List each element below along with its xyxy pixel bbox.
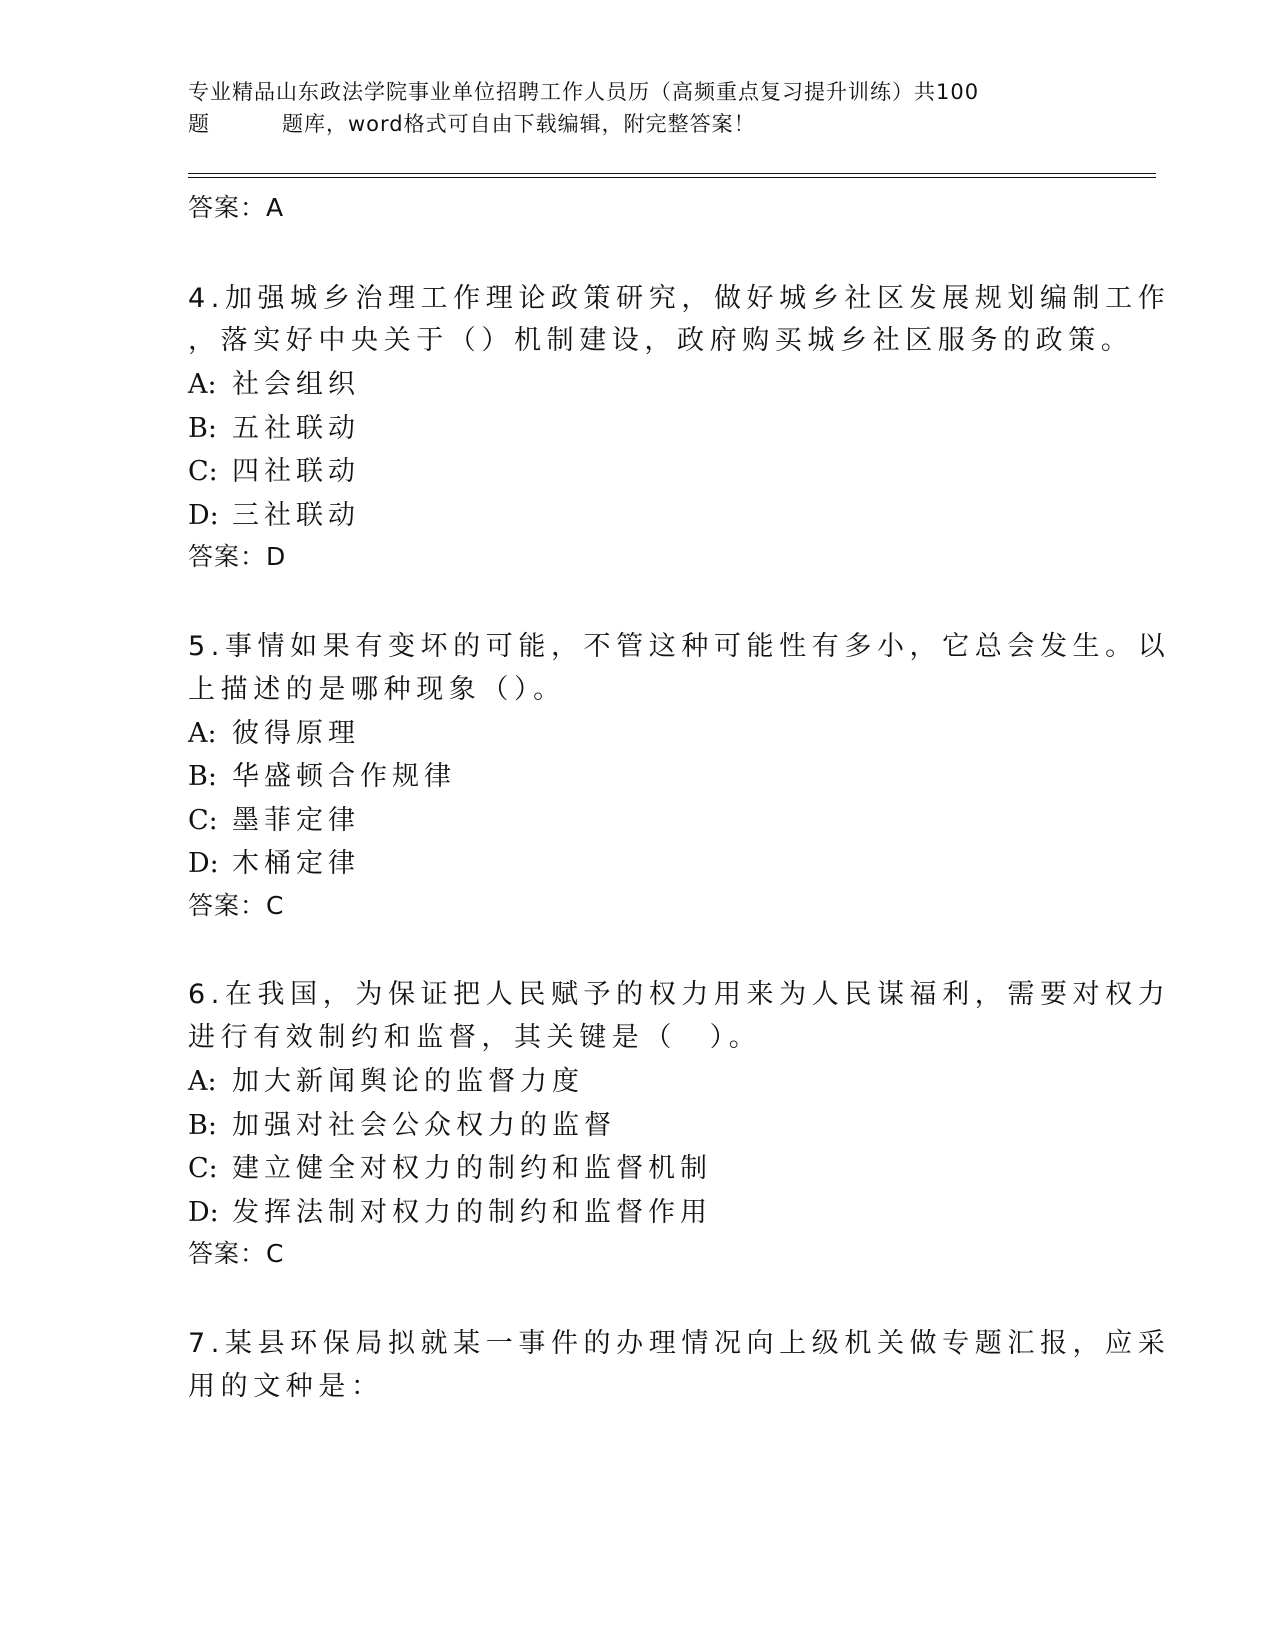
question-text: 4.加强城乡治理工作理论政策研究，做好城乡社区发展规划编制工作 xyxy=(188,283,1171,314)
question-text: 5.事情如果有变坏的可能，不管这种可能性有多小，它总会发生。以 xyxy=(188,631,1171,662)
header-rule-bottom xyxy=(188,177,1156,178)
document-header-subtitle: 题库，word格式可自由下载编辑，附完整答案！ xyxy=(282,112,756,136)
option-letter: D: xyxy=(188,1197,219,1228)
option-letter: C: xyxy=(188,1153,218,1184)
option-text: 五社联动 xyxy=(232,413,360,444)
question-text: 7.某县环保局拟就某一事件的办理情况向上级机关做专题汇报，应采 xyxy=(188,1328,1171,1359)
option-text: 三社联动 xyxy=(232,500,360,531)
option-letter: A: xyxy=(188,369,217,400)
option-letter: C: xyxy=(188,456,218,487)
answer-label: 答案：A xyxy=(188,193,285,222)
option-letter: D: xyxy=(188,500,219,531)
option-d xyxy=(188,493,360,532)
question-text: ，落实好中央关于（）机制建设，政府购买城乡社区服务的政策。 xyxy=(188,325,1134,356)
option-letter: D: xyxy=(188,848,219,879)
option-text: 发挥法制对权力的制约和监督作用 xyxy=(232,1197,712,1228)
option-letter: B: xyxy=(188,761,217,792)
option-c xyxy=(188,798,360,837)
option-text: 加强对社会公众权力的监督 xyxy=(232,1110,616,1141)
option-b xyxy=(188,1103,616,1142)
option-letter: C: xyxy=(188,805,218,836)
option-a xyxy=(188,711,360,750)
option-letter: B: xyxy=(188,413,217,444)
option-text: 木桶定律 xyxy=(232,848,360,879)
option-text: 四社联动 xyxy=(232,456,360,487)
option-d xyxy=(188,1190,712,1229)
option-d xyxy=(188,841,360,880)
option-text: 加大新闻舆论的监督力度 xyxy=(232,1066,584,1097)
question-text: 用的文种是： xyxy=(188,1371,384,1402)
option-text: 社会组织 xyxy=(232,369,360,400)
option-a xyxy=(188,362,360,401)
option-letter: A: xyxy=(188,1066,217,1097)
answer-label: 答案：D xyxy=(188,542,287,571)
answer-label: 答案：C xyxy=(188,891,285,920)
option-text: 墨菲定律 xyxy=(232,805,360,836)
option-c xyxy=(188,449,360,488)
document-header-title: 专业精品山东政法学院事业单位招聘工作人员历（高频重点复习提升训练）共100 xyxy=(188,80,980,104)
option-letter: A: xyxy=(188,718,217,749)
option-b xyxy=(188,754,456,793)
option-b xyxy=(188,406,360,445)
option-a xyxy=(188,1059,584,1098)
question-text: 进行有效制约和监督，其关键是（ ）。 xyxy=(188,1022,762,1053)
header-rule-top xyxy=(188,173,1156,174)
option-letter: B: xyxy=(188,1110,217,1141)
option-text: 建立健全对权力的制约和监督机制 xyxy=(232,1153,712,1184)
option-text: 彼得原理 xyxy=(232,718,360,749)
option-text: 华盛顿合作规律 xyxy=(232,761,456,792)
document-header-continuation: 题 xyxy=(188,112,210,136)
answer-label: 答案：C xyxy=(188,1239,285,1268)
option-c xyxy=(188,1146,712,1185)
question-text: 上描述的是哪种现象（）。 xyxy=(188,674,566,705)
question-text: 6.在我国，为保证把人民赋予的权力用来为人民谋福利，需要对权力 xyxy=(188,979,1171,1010)
